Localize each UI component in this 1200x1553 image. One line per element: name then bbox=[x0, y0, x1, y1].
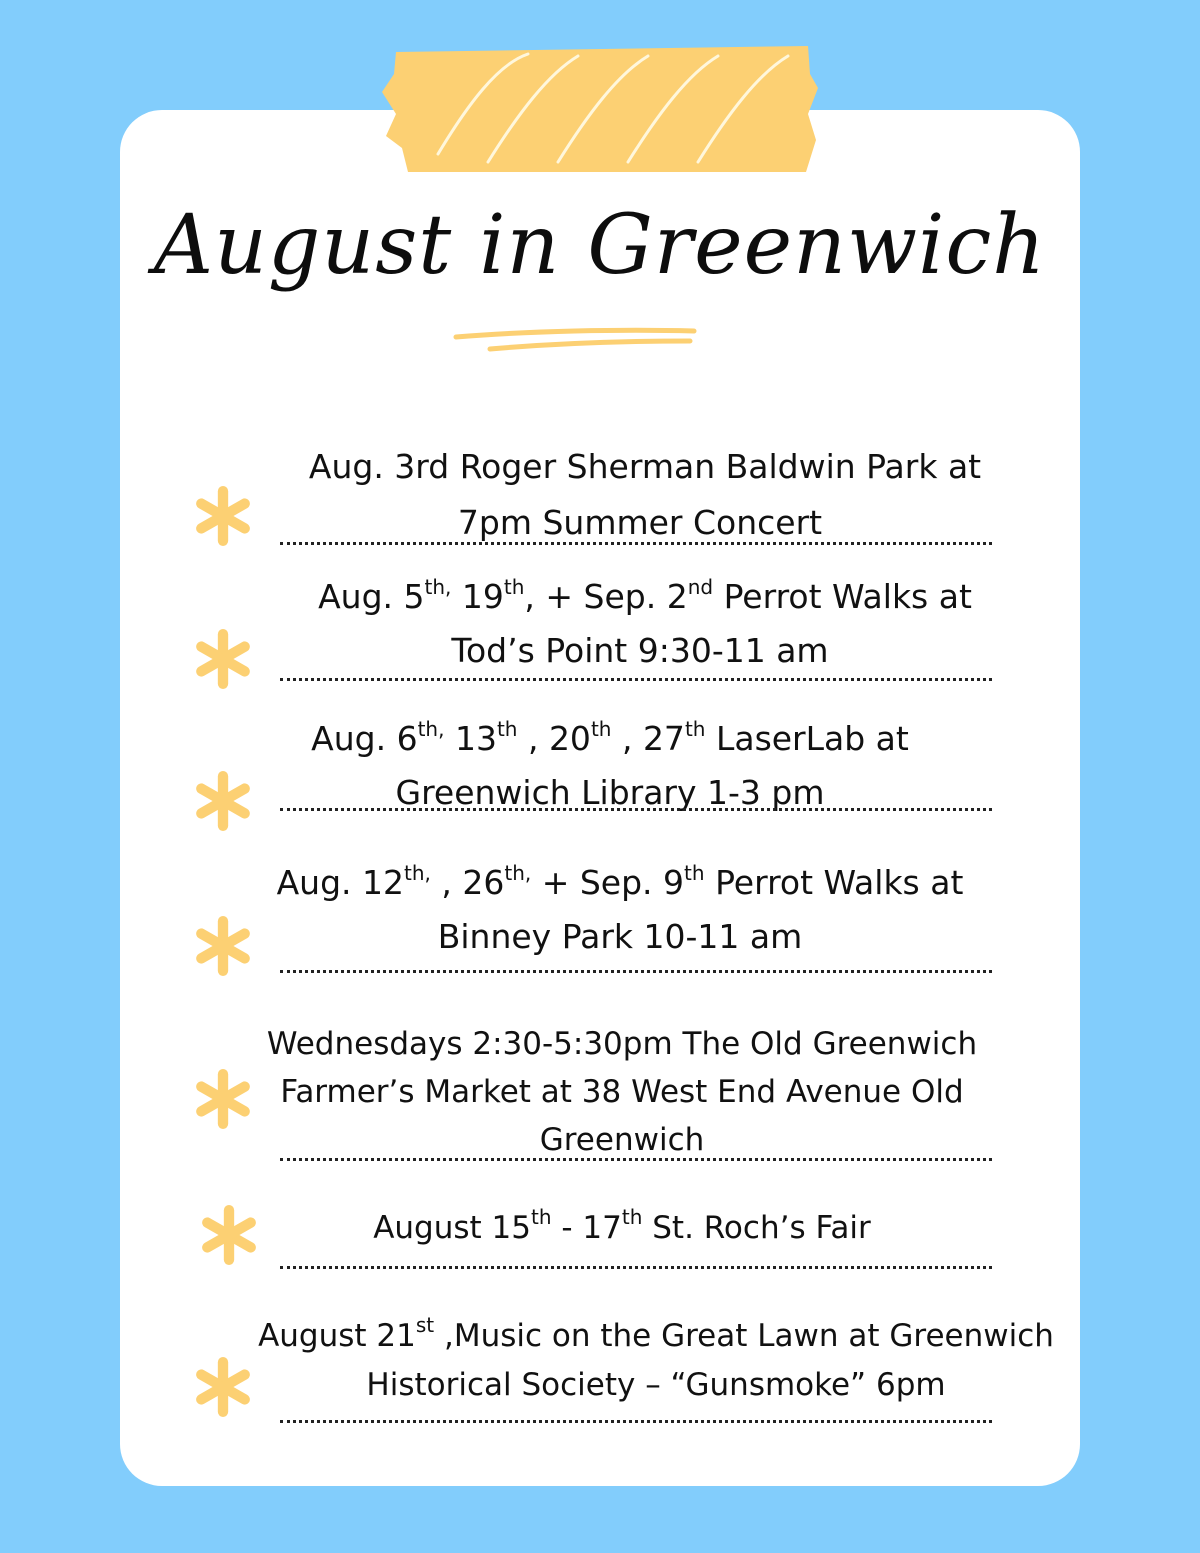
dotted-separator bbox=[280, 1158, 992, 1161]
event-text-line: August 15th - 17th St. Roch’s Fair bbox=[373, 1205, 871, 1246]
dotted-separator bbox=[280, 808, 992, 811]
dotted-separator bbox=[280, 542, 992, 545]
event-text-line: Wednesdays 2:30-5:30pm The Old Greenwich bbox=[266, 1026, 978, 1062]
event-text-line: Aug. $12^{th,}$ , $26^{th,}$ + Sep. 9th Perrot Walks at bbox=[276, 861, 964, 902]
event-text-line: Aug. $6^{th,}$ 13th , 20th , 27th LaserLab at bbox=[311, 717, 909, 758]
dotted-separator bbox=[280, 678, 992, 681]
washi-tape-decoration bbox=[378, 44, 818, 174]
dotted-separator bbox=[280, 970, 992, 973]
event-text-line: Farmer’s Market at 38 West End Avenue Old bbox=[280, 1074, 964, 1110]
event-text-line: Binney Park 10-11 am bbox=[437, 917, 803, 956]
title-underline-decoration bbox=[450, 325, 700, 359]
event-text-line: August 21st ,Music on the Great Lawn at Greenwich bbox=[258, 1313, 1054, 1354]
event-text-line: Historical Society – “Gunsmoke” 6pm bbox=[366, 1367, 946, 1403]
event-text-line: Greenwich Library 1-3 pm bbox=[395, 773, 825, 812]
dotted-separator bbox=[280, 1266, 992, 1269]
event-text-line: Tod’s Point 9:30-11 am bbox=[451, 631, 829, 670]
event-text-line: Aug. $5^{th,}$ 19th, + Sep. 2nd Perrot Walks at bbox=[318, 575, 972, 616]
dotted-separator bbox=[280, 1420, 992, 1423]
event-text-line: 7pm Summer Concert bbox=[457, 503, 823, 542]
page-title: August in Greenwich bbox=[153, 198, 1047, 293]
event-text-line: Greenwich bbox=[539, 1122, 705, 1158]
event-text-line: Aug. 3rd Roger Sherman Baldwin Park at bbox=[308, 447, 982, 486]
